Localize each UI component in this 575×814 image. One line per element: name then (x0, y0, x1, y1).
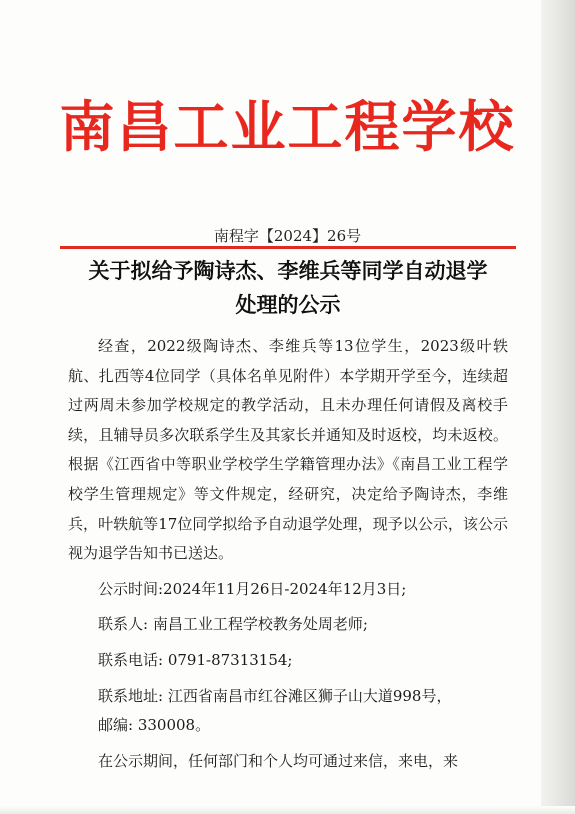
title-line-2: 处理的公示 (235, 293, 341, 317)
document-body (68, 332, 508, 776)
school-masthead: 南昌工业工程学校 (59, 94, 516, 159)
body-paragraph-last: 在公示期间，任何部门和个人均可通过来信，来电，来 (98, 751, 459, 770)
document-title (60, 254, 516, 322)
red-divider-line (60, 246, 516, 249)
title-line-1: 关于拟给予陶诗杰、李维兵等同学自动退学 (88, 259, 488, 283)
contact-phone: 联系电话: 0791-87313154; (98, 650, 293, 669)
page-bottom-shadow (0, 806, 575, 814)
contact-person: 联系人: 南昌工业工程学校教务处周老师; (98, 615, 368, 634)
postcode: 邮编: 330008。 (98, 716, 211, 735)
contact-address: 联系地址: 江西省南昌市红谷滩区狮子山大道998号， (98, 686, 452, 705)
body-paragraph-1: 经查，2022级陶诗杰、李维兵等13位学生，2023级叶轶航、扎西等4位同学（具体名单见附件）本学期开学至今，连续超过两周未参加学校规定的教学活动，且未办理任何请假及离校手续，且辅导员多次联系学生及其家长并通知及时返校，均未返校。根据《江西省中等职业学校学生学籍管理办法》《南昌工业工程学校学生管理规定》等文件规定，经研究，决定给予陶诗杰，李维兵，叶轶航等17位同学拟给予自动退学处理，现予以公示，该公示视为退学告知书已送达。 (68, 337, 508, 563)
document-number: 南程字【2024】26号 (213, 227, 362, 245)
notice-time: 公示时间:2024年11月26日-2024年12月3日; (98, 579, 407, 598)
